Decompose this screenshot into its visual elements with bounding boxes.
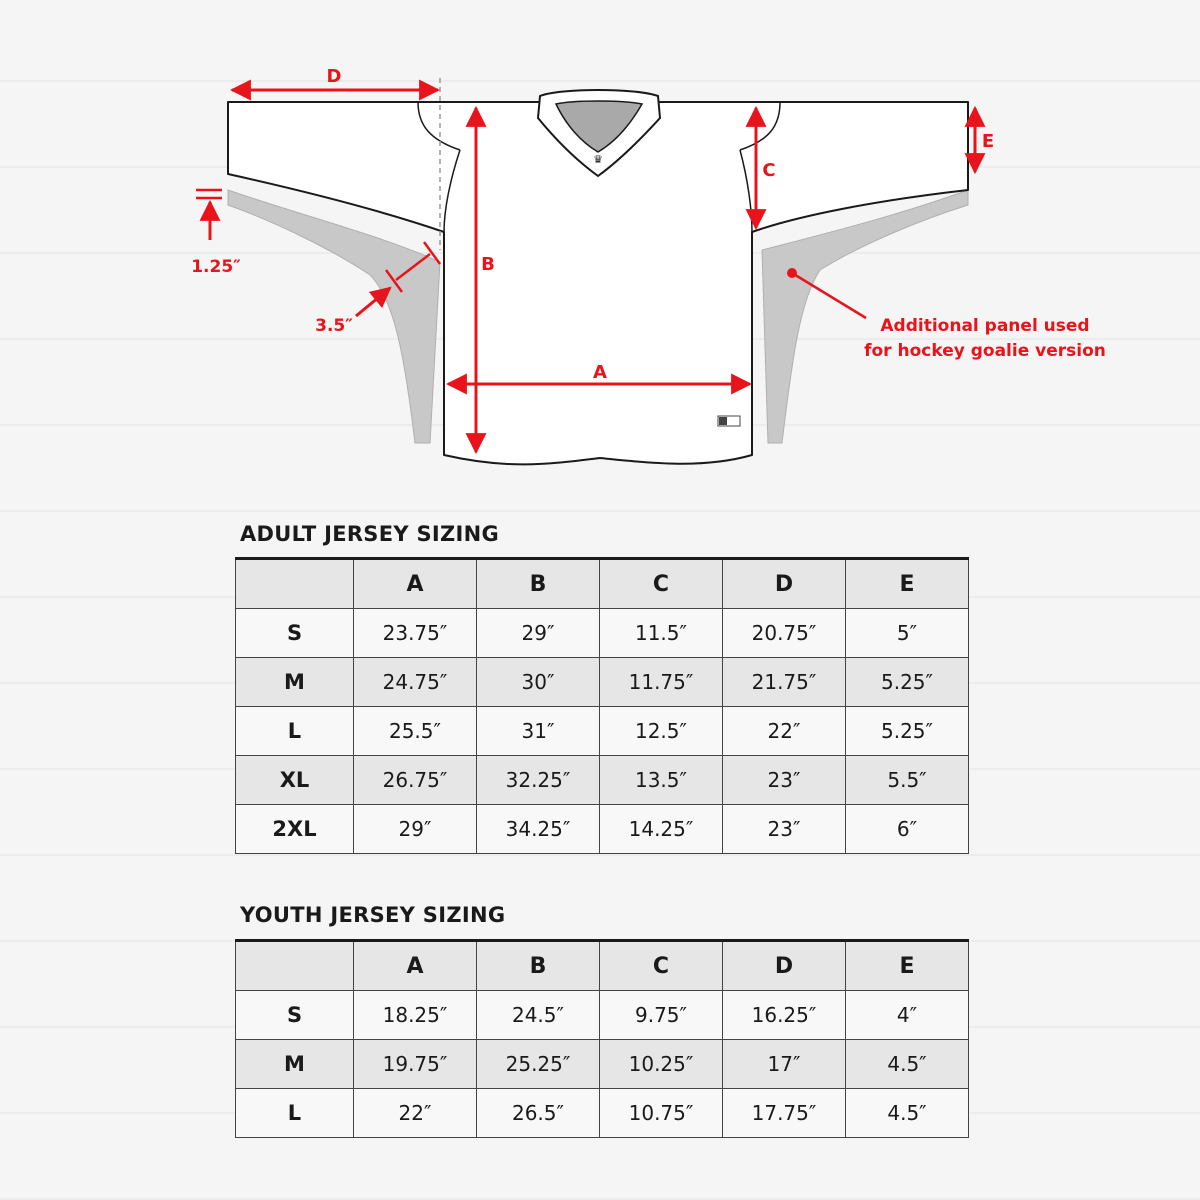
cell-d: 23″ [723,756,846,805]
cell-a: 24.75″ [354,658,477,707]
row-size: M [236,658,354,707]
dimension-a-label: A [593,362,607,383]
header-d: D [723,559,846,609]
dimension-d-label: D [326,66,342,87]
cell-e: 4.5″ [846,1040,969,1089]
cell-b: 31″ [477,707,600,756]
panel-width-label: 3.5″ [315,316,353,336]
cell-b: 25.25″ [477,1040,600,1089]
cell-e: 4.5″ [846,1089,969,1138]
header-a: A [354,559,477,609]
cell-d: 21.75″ [723,658,846,707]
dimension-c-label: C [762,160,776,181]
cell-c: 9.75″ [600,991,723,1040]
table-header-row [236,559,969,609]
table-row [236,609,969,658]
cell-a: 23.75″ [354,609,477,658]
table-header-row [236,941,969,991]
adult-sizing-table [235,557,969,854]
cell-a: 22″ [354,1089,477,1138]
table-row [236,1040,969,1089]
header-e: E [846,941,969,991]
table-row [236,805,969,854]
cell-e: 4″ [846,991,969,1040]
row-size: L [236,707,354,756]
cell-b: 30″ [477,658,600,707]
cell-e: 5.25″ [846,707,969,756]
youth-sizing-table [235,939,969,1138]
row-size: XL [236,756,354,805]
jersey-diagram [0,0,1200,480]
cell-a: 26.75″ [354,756,477,805]
header-size-cell [236,941,354,991]
table-row [236,756,969,805]
header-d: D [723,941,846,991]
cell-b: 32.25″ [477,756,600,805]
cell-b: 26.5″ [477,1089,600,1138]
adult-sizing-title: ADULT JERSEY SIZING [240,522,500,546]
cell-d: 17.75″ [723,1089,846,1138]
cell-e: 6″ [846,805,969,854]
note-line-2: for hockey goalie version [864,341,1106,361]
cell-b: 29″ [477,609,600,658]
youth-sizing-title: YOUTH JERSEY SIZING [240,903,506,927]
row-size: M [236,1040,354,1089]
cell-e: 5.5″ [846,756,969,805]
header-e: E [846,559,969,609]
header-size-cell [236,559,354,609]
header-b: B [477,559,600,609]
cell-a: 25.5″ [354,707,477,756]
cuff-width-label: 1.25″ [191,257,241,277]
cell-c: 12.5″ [600,707,723,756]
cell-d: 22″ [723,707,846,756]
note-line-1: Additional panel used [880,316,1090,336]
cell-a: 29″ [354,805,477,854]
cell-b: 34.25″ [477,805,600,854]
table-row [236,1089,969,1138]
cell-a: 18.25″ [354,991,477,1040]
table-row [236,991,969,1040]
cell-b: 24.5″ [477,991,600,1040]
header-c: C [600,559,723,609]
row-size: S [236,991,354,1040]
table-row [236,658,969,707]
row-size: S [236,609,354,658]
row-size: L [236,1089,354,1138]
cell-e: 5.25″ [846,658,969,707]
dimension-b-label: B [481,254,495,275]
dimension-e-label: E [981,131,995,152]
cell-e: 5″ [846,609,969,658]
cell-c: 11.5″ [600,609,723,658]
header-c: C [600,941,723,991]
cell-d: 17″ [723,1040,846,1089]
panel-width-arrow [356,288,390,316]
cell-c: 13.5″ [600,756,723,805]
cell-a: 19.75″ [354,1040,477,1089]
cell-d: 20.75″ [723,609,846,658]
header-b: B [477,941,600,991]
table-row [236,707,969,756]
cell-c: 11.75″ [600,658,723,707]
row-size: 2XL [236,805,354,854]
cell-d: 16.25″ [723,991,846,1040]
cell-c: 14.25″ [600,805,723,854]
header-a: A [354,941,477,991]
cell-c: 10.75″ [600,1089,723,1138]
cell-c: 10.25″ [600,1040,723,1089]
crown-icon: ♛ [593,153,603,166]
cell-d: 23″ [723,805,846,854]
